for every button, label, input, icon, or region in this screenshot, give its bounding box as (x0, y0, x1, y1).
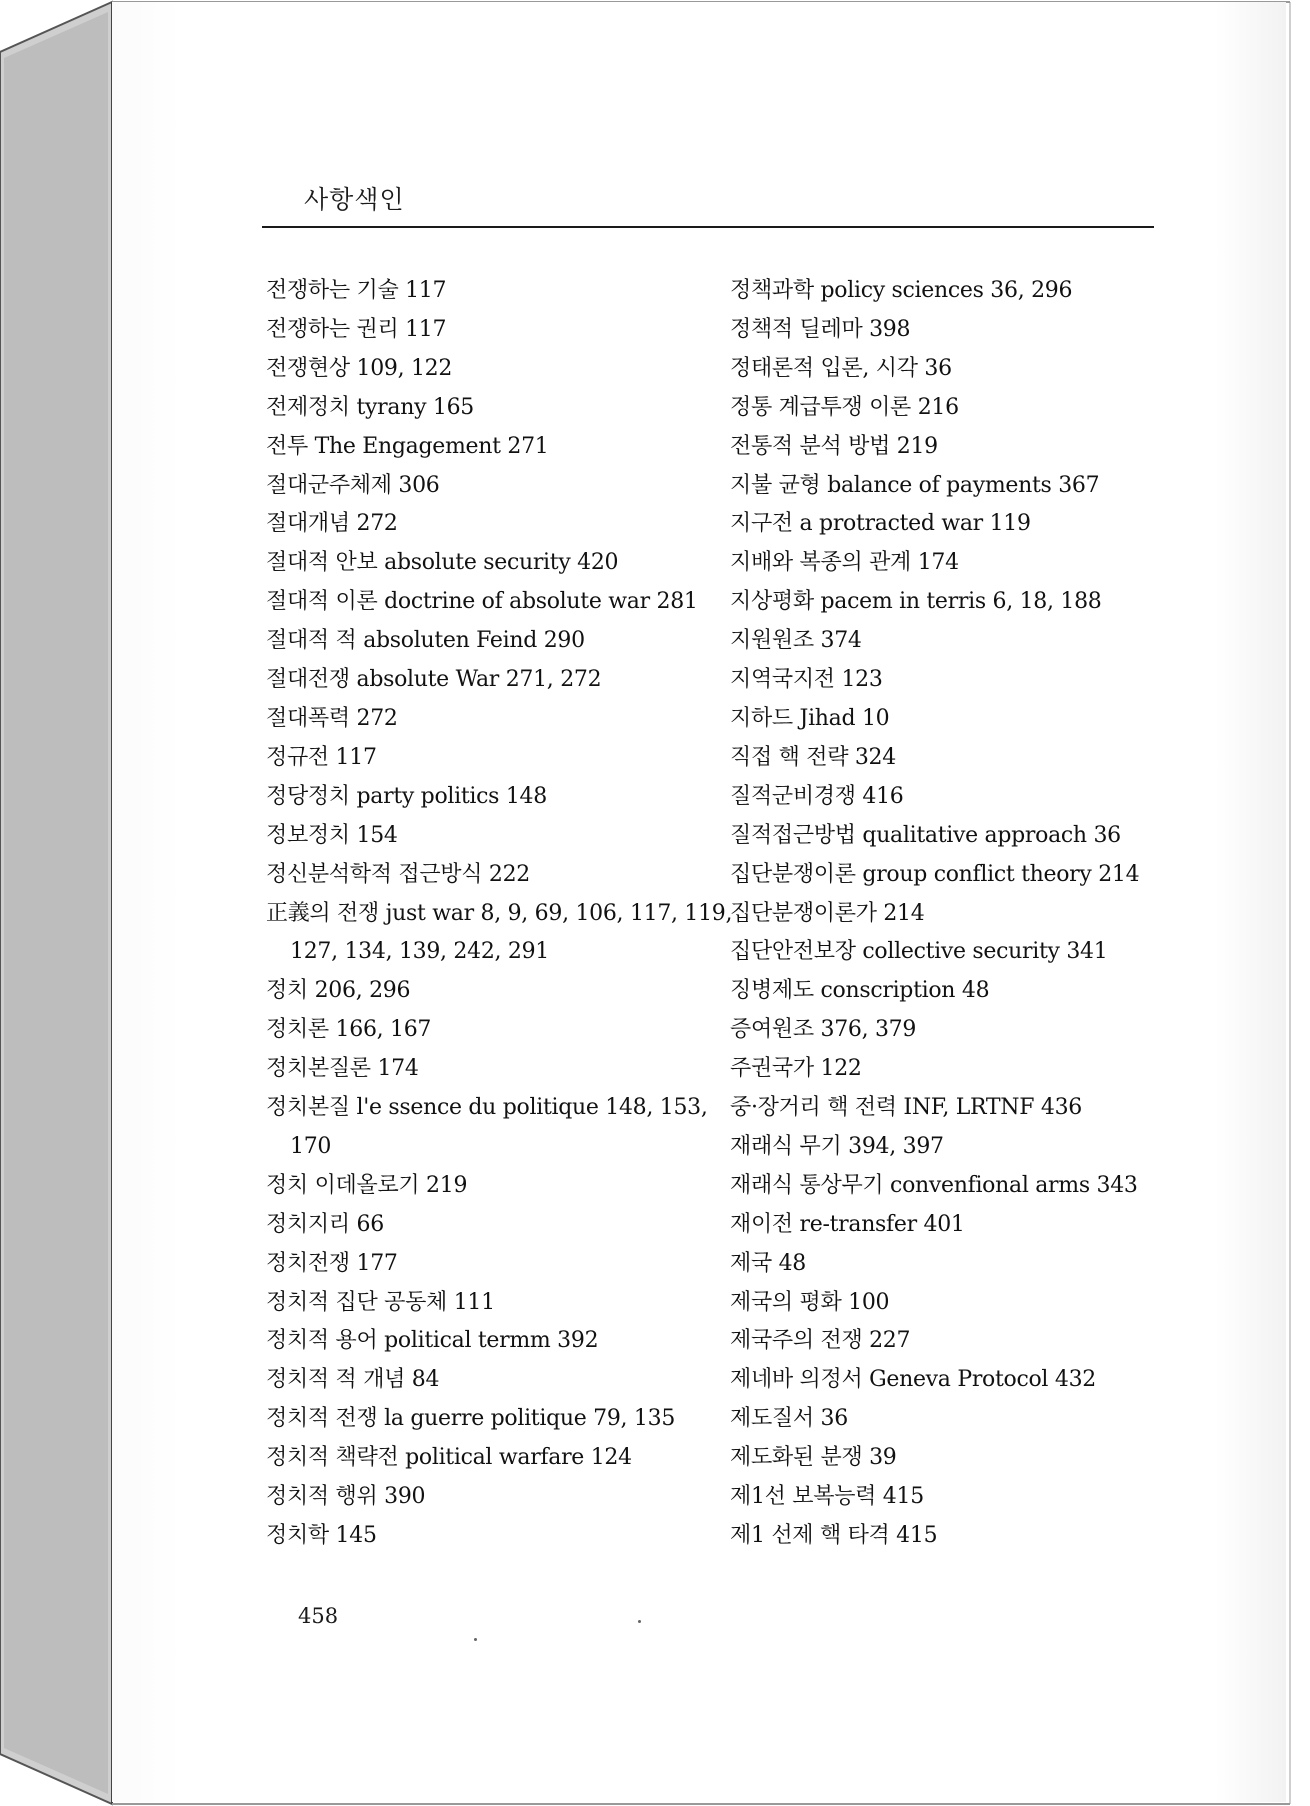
index-entry: 전쟁하는 권리 117 (266, 316, 447, 342)
index-entry: 절대개념 272 (266, 511, 398, 537)
index-entry: 전제정치 tyrany 165 (266, 394, 474, 420)
index-entry: 전쟁하는 기술 117 (266, 278, 447, 303)
scan-speck (474, 1638, 477, 1641)
index-entry: 재래식 통상무기 convenfional arms 343 (730, 1172, 1138, 1198)
index-entry: 정치론 166, 167 (266, 1017, 432, 1043)
index-entry: 정치 이데올로기 219 (266, 1172, 468, 1198)
index-entry: 정당정치 party politics 148 (266, 783, 547, 809)
index-entry: 제도화된 분쟁 39 (730, 1445, 897, 1471)
index-entry: 정치적 전쟁 la guerre politique 79, 135 (266, 1406, 676, 1432)
index-entry-continuation: 127, 134, 139, 242, 291 (290, 939, 550, 965)
index-entry: 재래식 무기 394, 397 (730, 1133, 944, 1159)
index-entry: 절대폭력 272 (266, 705, 398, 731)
index-entry: 제도질서 36 (730, 1406, 848, 1432)
index-entry: 정책과학 policy sciences 36, 296 (730, 278, 1073, 303)
index-entry: 제1 선제 핵 타격 415 (730, 1523, 938, 1548)
index-entry: 정치 206, 296 (266, 978, 411, 1004)
index-entry: 절대군주체제 306 (266, 472, 440, 498)
index-entry: 질적접근방법 qualitative approach 36 (730, 822, 1121, 848)
index-entry: 징병제도 conscription 48 (730, 978, 990, 1004)
index-entry: 정보정치 154 (266, 822, 398, 848)
index-entry: 중·장거리 핵 전력 INF, LRTNF 436 (730, 1095, 1082, 1121)
index-entry: 지구전 a protracted war 119 (730, 511, 1031, 537)
index-entry: 집단분쟁이론 group conflict theory 214 (730, 861, 1140, 887)
scan-speck (638, 1620, 641, 1623)
index-entry: 절대적 적 absoluten Feind 290 (266, 628, 585, 654)
running-head: 사항색인 (304, 185, 405, 214)
index-entry: 제국의 평화 100 (730, 1289, 890, 1315)
index-entry: 절대적 이론 doctrine of absolute war 281 (266, 589, 698, 615)
index-entry: 재이전 re-transfer 401 (730, 1211, 965, 1237)
index-entry: 직접 핵 전략 324 (730, 744, 896, 770)
index-entry: 정치지리 66 (266, 1211, 384, 1237)
index-entry: 정치적 행위 390 (266, 1484, 426, 1510)
index-page (112, 2, 1286, 1802)
index-entry: 제네바 의정서 Geneva Protocol 432 (730, 1367, 1096, 1393)
page-number: 458 (298, 1604, 339, 1628)
index-entry: 집단안전보장 collective security 341 (730, 939, 1108, 965)
index-entry: 주권국가 122 (730, 1056, 862, 1082)
index-entry: 절대전쟁 absolute War 271, 272 (266, 667, 602, 693)
index-entry: 정치적 적 개념 84 (266, 1367, 440, 1393)
index-entry: 지원원조 374 (730, 628, 862, 654)
index-entry: 정태론적 입론, 시각 36 (730, 355, 952, 381)
index-column-right (730, 272, 1170, 1556)
index-entry: 정치적 집단 공동체 111 (266, 1289, 495, 1315)
index-entry: 질적군비경쟁 416 (730, 783, 904, 809)
index-entry: 제국 48 (730, 1250, 806, 1276)
index-entry: 정치적 책략전 political warfare 124 (266, 1445, 632, 1471)
index-entry: 지하드 Jihad 10 (730, 705, 890, 731)
index-entry: 정치학 145 (266, 1523, 377, 1548)
index-entry: 정치적 용어 political termm 392 (266, 1328, 599, 1354)
index-entry-continuation: 170 (290, 1133, 332, 1159)
index-entry: 지역국지전 123 (730, 667, 883, 693)
index-entry: 정치본질 l'e ssence du politique 148, 153, (266, 1095, 708, 1121)
index-entry: 정책적 딜레마 398 (730, 316, 911, 342)
index-entry: 증여원조 376, 379 (730, 1017, 917, 1043)
index-entry: 정통 계급투쟁 이론 216 (730, 394, 959, 420)
index-entry: 제1선 보복능력 415 (730, 1484, 924, 1510)
index-entry: 지배와 복종의 관계 174 (730, 550, 959, 576)
header-rule (262, 226, 1154, 228)
index-entry: 정신분석학적 접근방식 222 (266, 861, 530, 887)
index-entry: 지불 균형 balance of payments 367 (730, 472, 1100, 498)
index-entry: 전투 The Engagement 271 (266, 433, 549, 459)
index-entry: 전쟁현상 109, 122 (266, 355, 453, 381)
index-entry: 正義의 전쟁 just war 8, 9, 69, 106, 117, 119, (266, 900, 733, 926)
index-column-left (266, 272, 733, 1556)
index-entry: 정규전 117 (266, 744, 377, 770)
index-entry: 제국주의 전쟁 227 (730, 1328, 911, 1354)
index-entry: 집단분쟁이론가 214 (730, 900, 925, 926)
index-entry: 지상평화 pacem in terris 6, 18, 188 (730, 589, 1102, 615)
index-entry: 정치본질론 174 (266, 1056, 419, 1082)
index-entry: 전통적 분석 방법 219 (730, 433, 938, 459)
index-entry: 절대적 안보 absolute security 420 (266, 550, 619, 576)
index-entry: 정치전쟁 177 (266, 1250, 398, 1276)
